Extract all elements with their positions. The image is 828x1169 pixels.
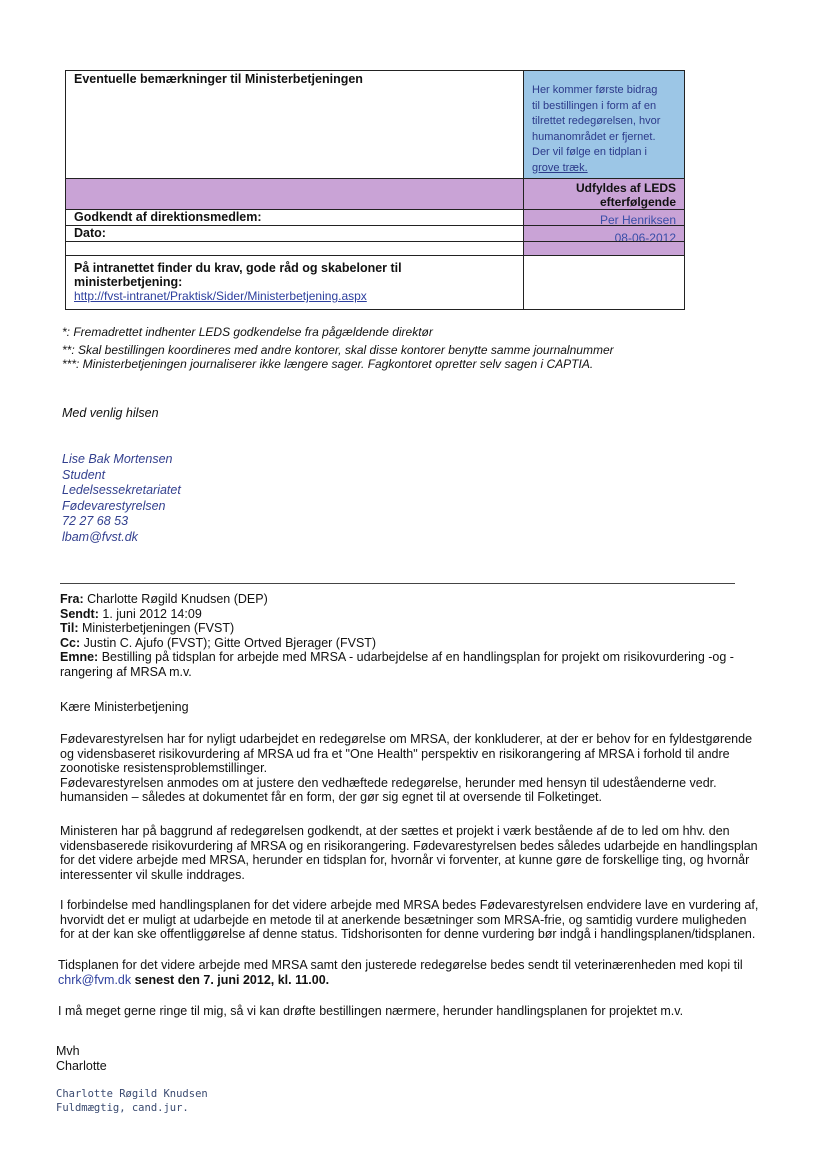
note-line: til bestillingen i form af en	[532, 99, 657, 112]
sender-signature	[56, 1087, 208, 1115]
deadline-line	[58, 973, 778, 988]
text-line: Fødevarestyrelsen har for nyligt udarbejdet en redegørelse om MRSA, der konkluderer, at der er behov for en fyldestgørende	[60, 732, 753, 746]
text-line: Tidsplanen for det videre arbejde med MRSA samt den justerede redegørelse bedes sendt til veterinærenheden med kopi til	[58, 958, 743, 972]
email-link[interactable]: chrk@fvm.dk	[58, 972, 132, 987]
intranet-text: På intranettet finder du krav, gode råd og skabeloner til	[74, 261, 402, 275]
sent-label: Sendt:	[60, 606, 99, 621]
footnote: *: Fremadrettet indhenter LEDS godkendelse fra pågældende direktør	[62, 325, 433, 339]
first-contribution-note	[524, 71, 684, 178]
from-value: Charlotte Røgild Knudsen (DEP)	[87, 592, 268, 606]
to-value: Ministerbetjeningen (FVST)	[82, 621, 235, 635]
note-line: Der vil følge en tidplan i	[532, 146, 647, 158]
paragraph-4	[58, 958, 778, 987]
date-value: 08-06-2012	[614, 231, 676, 245]
signature-line: Lise Bak Mortensen	[62, 452, 173, 466]
text-line: hvorvidt det er muligt at udarbejde en metode til at anerkende besætninger som MRSA-frie, og samtidig vurdere muligheden	[60, 912, 747, 927]
cc-label: Cc:	[60, 635, 81, 650]
subject-label: Emne:	[60, 650, 99, 664]
from-row	[60, 592, 760, 607]
text-line: interessenter vil skulle inddrages.	[60, 867, 245, 882]
remarks-label: Eventuelle bemærkninger til Ministerbetjeningen	[74, 72, 363, 86]
text-line: I forbindelse med handlingsplanen for det videre arbejde med MRSA bedes Fødevarestyrelsen endvidere lave en vurdering af,	[60, 898, 759, 912]
subject-value: Bestilling på tidsplan for arbejde med MRSA - udarbejdelse af en handlingsplan for projekt om risikovurdering -og -	[101, 650, 734, 664]
separator	[60, 583, 735, 584]
leds-note-line: Udfyldes af LEDS	[575, 181, 676, 195]
footnote: **: Skal bestillingen koordineres med andre kontorer, skal disse kontorer benytte samme journalnummer	[62, 342, 614, 357]
leds-note-line: efterfølgende	[599, 195, 676, 209]
closing: Med venlig hilsen	[62, 406, 159, 420]
note-line: tilrettet redegørelsen, hvor	[532, 115, 661, 127]
note-line: humanområdet er fjernet.	[532, 130, 656, 143]
approved-label: Godkendt af direktionsmedlem:	[74, 210, 262, 224]
intranet-link[interactable]: http://fvst-intranet/Praktisk/Sider/Ministerbetjening.aspx	[74, 289, 367, 303]
text-line: Ministeren har på baggrund af redegørelsen godkendt, at der sættes et projekt i værk bestående af de to led om hhv. den	[60, 824, 730, 838]
signature-line: Fødevarestyrelsen	[62, 498, 166, 513]
signoff	[56, 1044, 107, 1073]
leds-note	[524, 181, 676, 209]
text-line: Fødevarestyrelsen anmodes om at justere den vedhæftede redegørelse, herunder med hensyn til udeståenderne vedr.	[60, 775, 717, 790]
sender-name: Charlotte Røgild Knudsen	[56, 1088, 208, 1100]
text-line: for det videre arbejde med MRSA, herunder en tidsplan for, hvornår vi forventer, at kunne gøre de forskellige ting, og hvornår	[60, 853, 750, 867]
cc-value: Justin C. Ajufo (FVST); Gitte Ortved Bjerager (FVST)	[83, 635, 377, 650]
text-line: vidensbaserede risikovurdering af MRSA og en risikorangering. Fødevarestyrelsen bedes således udarbejde en handlingsplan	[60, 838, 758, 853]
signature-email[interactable]: lbam@fvst.dk	[62, 529, 138, 544]
subject-value: rangering af MRSA m.v.	[60, 664, 192, 679]
paragraph-5: I må meget gerne ringe til mig, så vi kan drøfte bestillingen nærmere, herunder handlingsplanen for projektet m.v.	[58, 1004, 684, 1018]
signoff-name: Charlotte	[56, 1058, 107, 1073]
note-line: grove træk.	[532, 161, 588, 174]
text-line: og vidensbaseret risikovurdering af MRSA ud fra et "One Health" perspektiv en risikorangering af MRSA i forhold til andre	[60, 746, 730, 761]
signature-line: Ledelsessekretariatet	[62, 483, 181, 497]
email-header	[60, 592, 760, 679]
signature-line: Student	[62, 467, 106, 482]
sent-value: 1. juni 2012 14:09	[102, 606, 202, 621]
paragraph-1	[60, 732, 780, 805]
to-row	[60, 621, 760, 636]
from-label: Fra:	[60, 592, 84, 606]
signoff-line: Mvh	[56, 1044, 80, 1058]
text-line: zoonotiske resistensproblemstillinger.	[60, 761, 268, 775]
salutation: Kære Ministerbetjening	[60, 700, 189, 714]
paragraph-2	[60, 824, 780, 882]
date-label: Dato:	[74, 226, 106, 240]
student-signature	[62, 452, 181, 545]
deadline: senest den 7. juni 2012, kl. 11.00.	[134, 972, 330, 987]
bestilling-table	[65, 70, 685, 310]
note-line: Her kommer første bidrag	[532, 84, 658, 96]
sent-row	[60, 607, 760, 622]
footnote: ***: Ministerbetjeningen journaliserer ikke længere sager. Fagkontoret opretter selv sagen i CAPTIA.	[62, 357, 594, 371]
sender-title: Fuldmægtig, cand.jur.	[56, 1102, 189, 1114]
intranet-text: ministerbetjening:	[74, 275, 183, 289]
cc-row	[60, 636, 760, 651]
paragraph-3	[60, 898, 780, 942]
footnotes	[62, 325, 762, 372]
signature-line: 72 27 68 53	[62, 514, 129, 528]
approved-value: Per Henriksen	[599, 213, 676, 227]
to-label: Til:	[60, 621, 79, 635]
text-line: for at der kan ske offentliggørelse af denne status. Tidshorisonten for denne vurdering bør indgå i handlingsplanen/tidsplanen.	[60, 927, 756, 941]
intranet-info	[74, 261, 514, 303]
subject-row	[60, 650, 760, 665]
text-line: humansiden – således at dokumentet får en form, der gør sig egnet til at oversende til Folketinget.	[60, 790, 602, 804]
